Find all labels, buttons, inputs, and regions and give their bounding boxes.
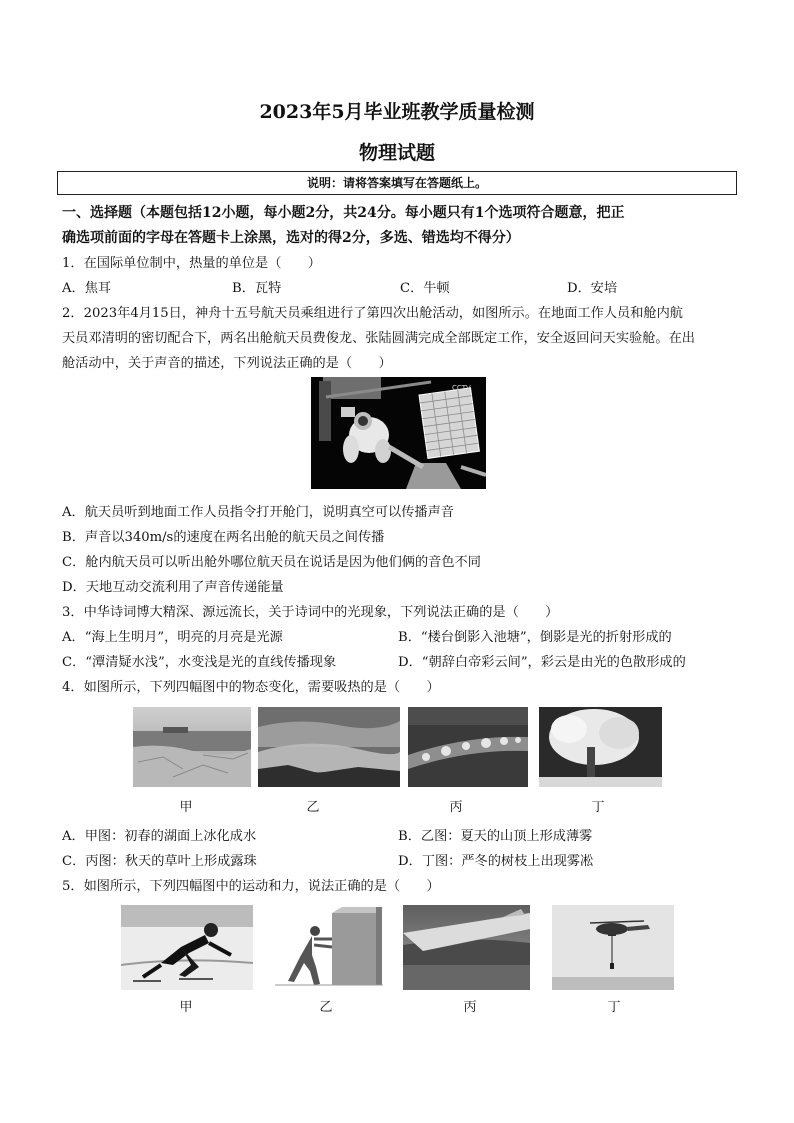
- q1-option-c: C．牛顿: [400, 281, 450, 296]
- q2-option-a: A．航天员听到地面工作人员指令打开舱门，说明真空可以传播声音: [62, 505, 454, 520]
- q4-option-b: B．乙图：夏天的山顶上形成薄雾: [398, 829, 593, 844]
- q3-option-d: D．“朝辞白帝彩云间”，彩云是由光的色散形成的: [398, 655, 686, 670]
- q3-option-a: A．“海上生明月”，明亮的月亮是光源: [62, 630, 283, 645]
- q5-caption-jia: 甲: [179, 1000, 193, 1015]
- q2-stem-line1: 2．2023年4月15日，神舟十五号航天员乘组进行了第四次出舱活动，如图所示。在地面工作人员和舱内航: [62, 306, 683, 321]
- q2-stem-line2: 天员邓清明的密切配合下，两名出舱航天员费俊龙、张陆圆满完成全部既定工作，安全返回问天实验舱。在出: [62, 331, 695, 346]
- q2-option-d: D．天地互动交流利用了声音传递能量: [62, 580, 284, 595]
- q3-option-b: B．“楼台倒影入池塘”，倒影是光的折射形成的: [398, 630, 672, 645]
- q2-stem-line3: 舱活动中，关于声音的描述，下列说法正确的是（ ）: [62, 356, 392, 371]
- q5-image-pushing-box: [270, 905, 383, 990]
- q2-option-b: B．声音以340m/s的速度在两名出舱的航天员之间传播: [62, 530, 385, 545]
- q4-option-a: A．甲图：初春的湖面上冰化成水: [62, 829, 257, 844]
- cctv-watermark: CCTV: [452, 384, 471, 392]
- q4-image-dew-drops: [408, 707, 528, 787]
- q4-option-d: D．丁图：严冬的树枝上出现雾凇: [398, 854, 594, 869]
- q1-option-a: A．焦耳: [62, 281, 112, 296]
- section-heading-line1: 一、选择题（本题包括12小题，每小题2分，共24分。每小题只有1个选项符合题意，把正: [62, 205, 625, 221]
- q5-caption-bing: 丙: [463, 1000, 477, 1015]
- q4-caption-bing: 丙: [449, 800, 463, 815]
- q5-image-helicopter: [552, 905, 674, 990]
- q1-stem: 1．在国际单位制中，热量的单位是（ ）: [62, 256, 321, 271]
- q4-caption-jia: 甲: [179, 800, 193, 815]
- q3-option-c: C．“潭清疑水浅”，水变浅是光的直线传播现象: [62, 655, 337, 670]
- q4-image-ice-lake: [133, 707, 251, 787]
- q4-caption-ding: 丁: [591, 800, 605, 815]
- q4-image-rime-tree: [539, 707, 662, 787]
- q5-image-airplane-wing: [403, 905, 530, 990]
- exam-title: 2023年5月毕业班教学质量检测: [259, 101, 535, 123]
- instruction-box: 说明：请将答案填写在答题纸上。: [57, 171, 737, 195]
- q4-image-mountain-fog: [258, 707, 400, 787]
- q2-option-c: C．舱内航天员可以听出舱外哪位航天员在说话是因为他们俩的音色不同: [62, 555, 481, 570]
- q4-stem: 4．如图所示，下列四幅图中的物态变化，需要吸热的是（ ）: [62, 680, 440, 695]
- q5-caption-ding: 丁: [607, 1000, 621, 1015]
- exam-subtitle: 物理试题: [358, 142, 435, 164]
- q5-caption-yi: 乙: [319, 1000, 333, 1015]
- q3-stem: 3．中华诗词博大精深、源远流长，关于诗词中的光现象，下列说法正确的是（ ）: [62, 605, 559, 620]
- q4-caption-yi: 乙: [306, 800, 320, 815]
- section-heading-line2: 确选项前面的字母在答题卡上涂黑，选对的得2分，多选、错选均不得分）: [62, 230, 520, 246]
- q1-option-b: B．瓦特: [232, 281, 282, 296]
- q2-astronaut-image: [311, 377, 486, 489]
- q1-option-d: D．安培: [567, 281, 618, 296]
- q4-option-c: C．丙图：秋天的草叶上形成露珠: [62, 854, 257, 869]
- q5-stem: 5．如图所示，下列四幅图中的运动和力，说法正确的是（ ）: [62, 879, 440, 894]
- q5-image-speed-skater: [121, 905, 253, 990]
